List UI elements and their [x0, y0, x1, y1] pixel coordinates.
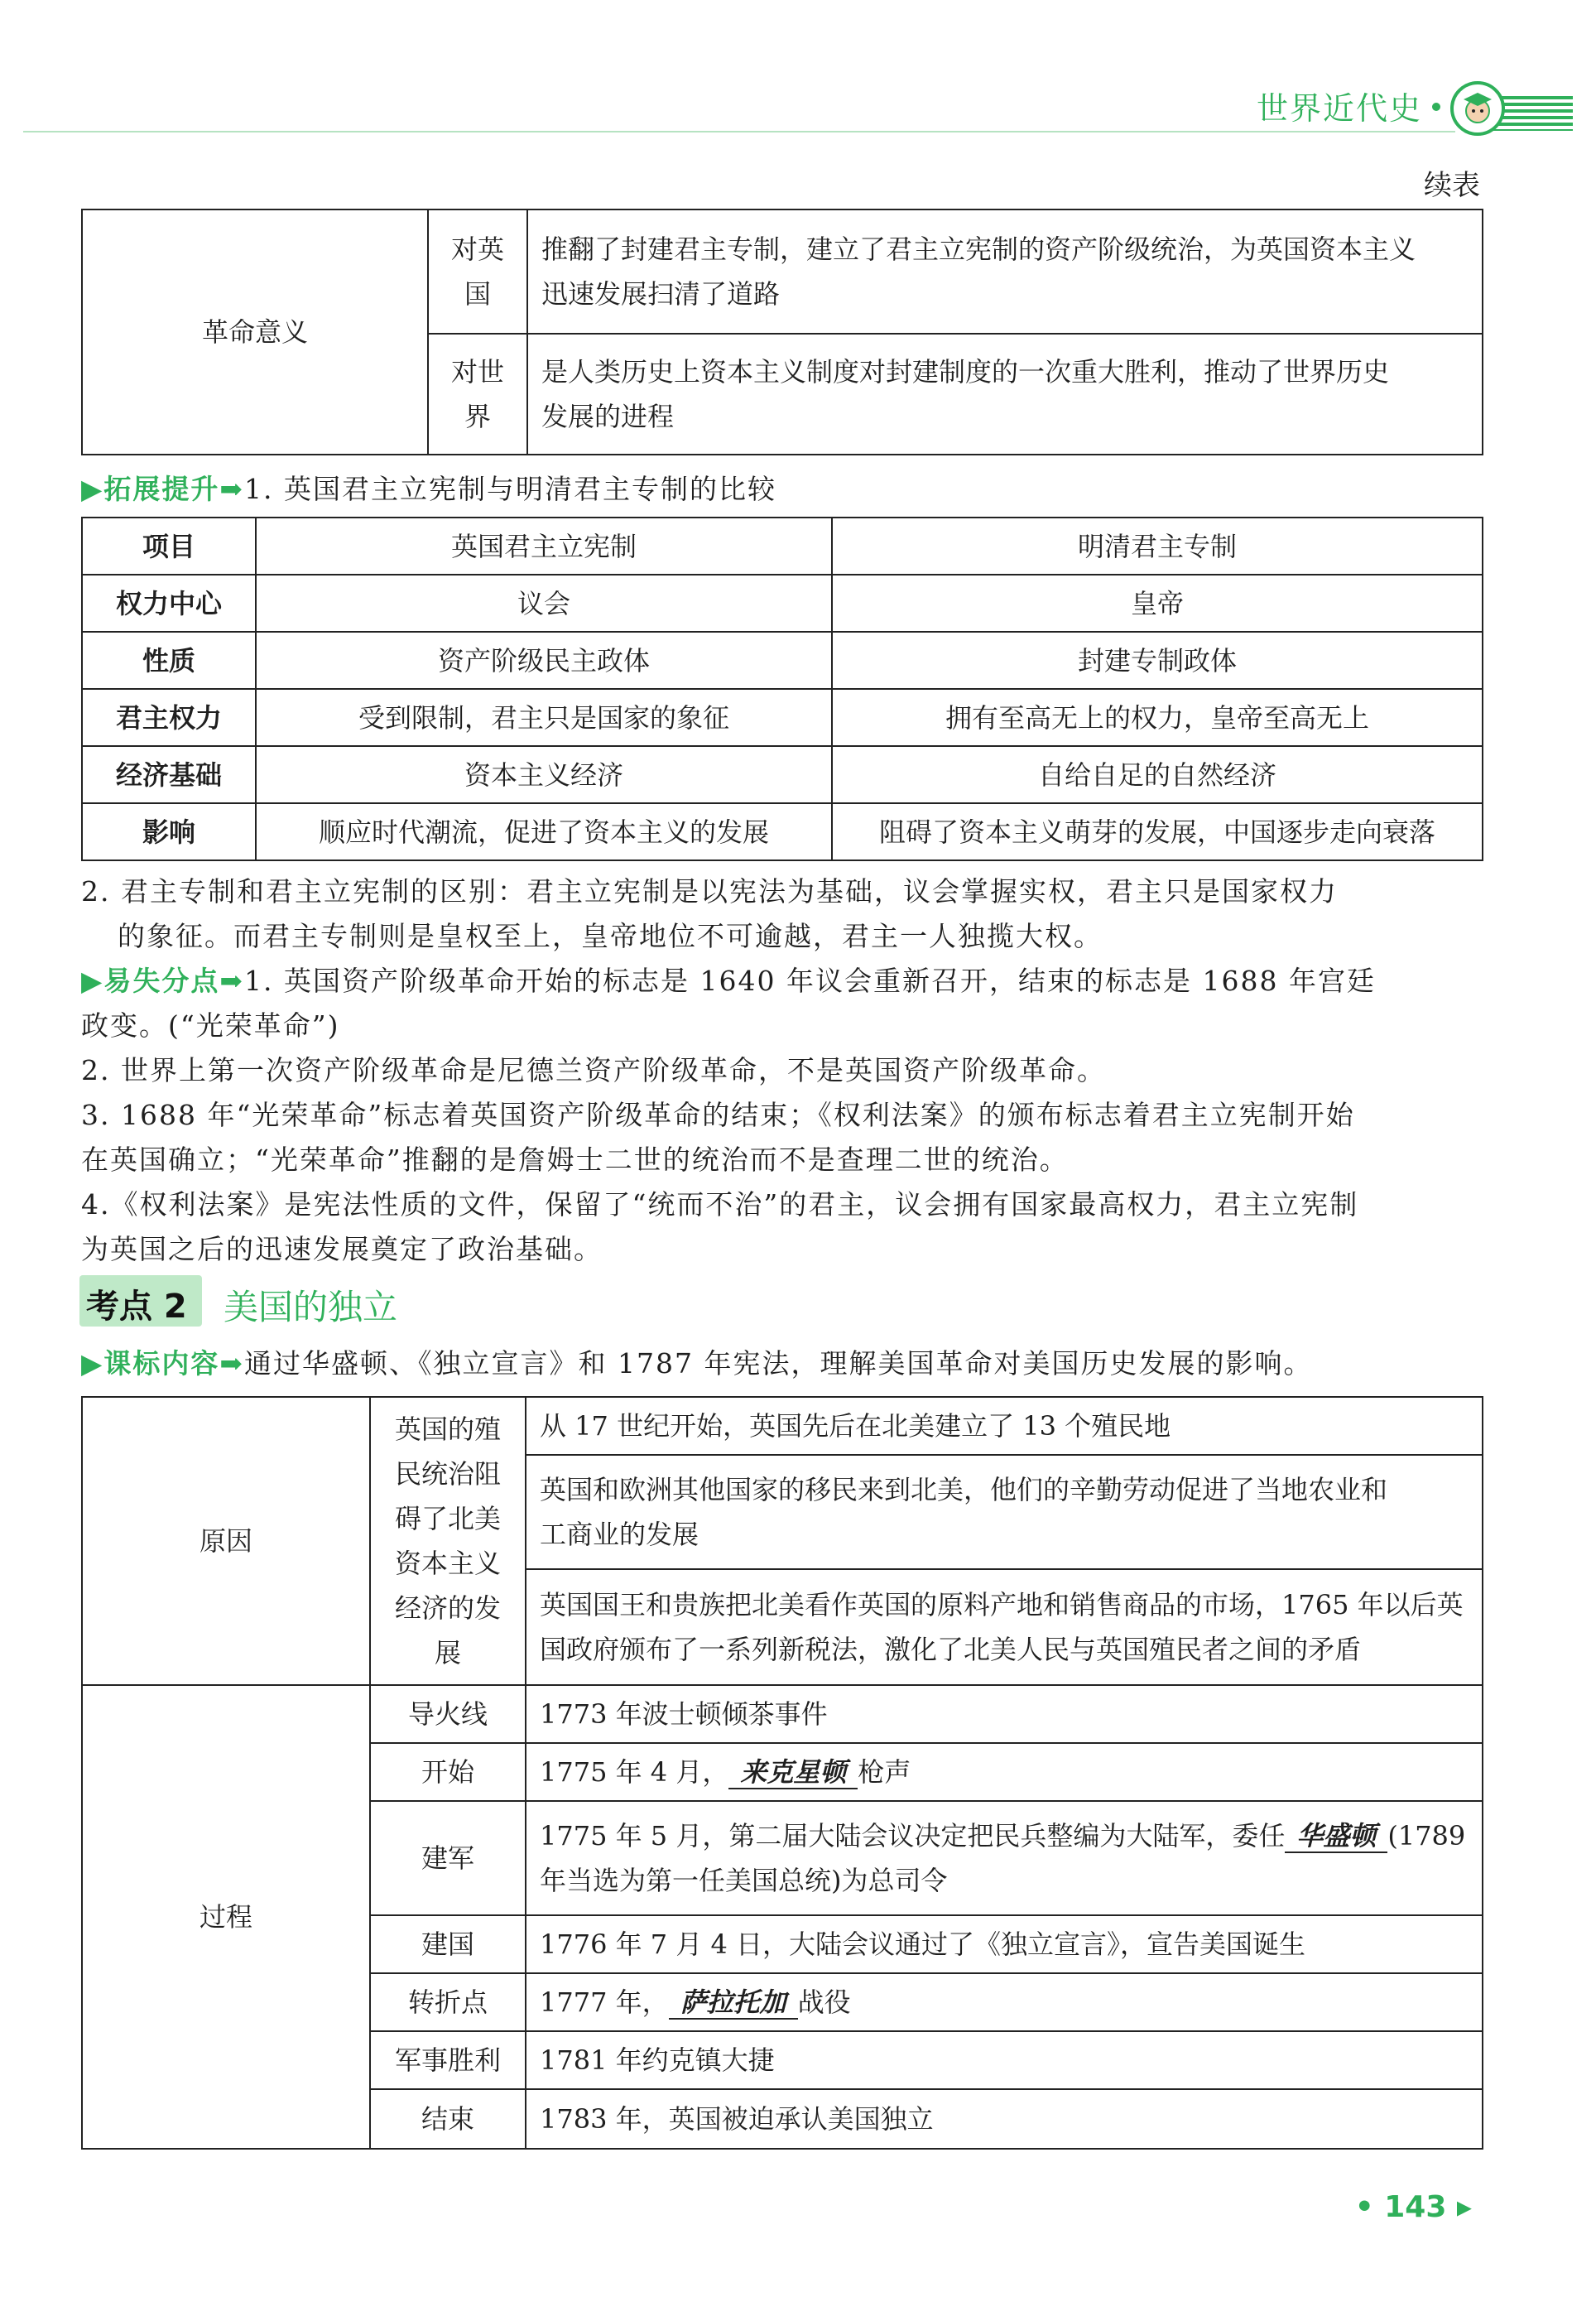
- significance-label: 革命意义: [82, 209, 428, 455]
- triangle-icon: ▶: [81, 1347, 104, 1380]
- curriculum-line: ▶课标内容➡通过华盛顿、《独立宣言》和 1787 年宪法，理解美国革命对美国历史发展的影响。: [81, 1347, 1313, 1380]
- row-label: 对英国: [428, 209, 527, 334]
- event-label: 开始: [370, 1743, 526, 1801]
- event-cell: 1783 年，英国被迫承认美国独立: [526, 2089, 1483, 2149]
- process-label: 过程: [82, 1685, 370, 2149]
- header-cell: 明清君主专制: [832, 518, 1483, 575]
- page-number: • 143 ▸: [1354, 2190, 1472, 2224]
- bullet-dot-icon: [1432, 103, 1440, 111]
- event-cell: 1776 年 7 月 4 日，大陆会议通过了《独立宣言》，宣告美国诞生: [526, 1915, 1483, 1973]
- event-label: 建国: [370, 1915, 526, 1973]
- triangle-icon: ▶: [81, 965, 104, 997]
- independence-table: [81, 1396, 1483, 2150]
- header-rule: [23, 131, 1455, 132]
- triangle-icon: ▶: [81, 473, 104, 505]
- handwritten-answer: 华盛顿: [1285, 1820, 1387, 1853]
- event-label: 军事胜利: [370, 2031, 526, 2089]
- significance-table: [81, 209, 1483, 455]
- event-label: 转折点: [370, 1973, 526, 2031]
- event-cell: 1775 年 5 月，第二届大陆会议决定把民兵整编为大陆军，委任 华盛顿 (1789 年当选为第一任美国总统)为总司令: [526, 1801, 1483, 1915]
- table-row: 君主权力 受到限制，君主只是国家的象征 拥有至高无上的权力，皇帝至高无上: [82, 689, 1483, 746]
- mistakes-section: ▶易失分点➡1. 英国资产阶级革命开始的标志是 1640 年议会重新召开，结束的标志是 1688 年宫廷 政变。(“光荣革命”) 2. 世界上第一次资产阶级革命是尼德兰资产阶级革命，不是英国资产阶级革命。 3. 1688 年“光荣革命”标志着英国资产阶级革命的结束；《权利法案》的颁布标志着君主立宪制开始 在英国确立；“光荣革命”推翻的是詹姆士二世的统治而不是查理二世的统治。 4.《权利法案》是宪法性质的文件，保留了“统而不治”的君主，议会拥有国家最高权力，君主立宪制 为英国之后的迅速发展奠定了政治基础。: [81, 965, 1376, 1265]
- arrow-icon: ➡: [219, 1347, 245, 1380]
- arrow-icon: ➡: [219, 965, 245, 997]
- comparison-table: [81, 517, 1483, 861]
- student-mascot-icon: [1450, 81, 1505, 136]
- event-label: 导火线: [370, 1685, 526, 1743]
- extension-heading: ▶拓展提升➡1. 英国君主立宪制与明清君主专制的比较: [81, 473, 777, 505]
- point-2: 2. 君主专制和君主立宪制的区别：君主立宪制是以宪法为基础，议会掌握实权，君主只是国家权力 的象征。而君主专制则是皇权至上，皇帝地位不可逾越，君主一人独揽大权。: [81, 875, 1338, 952]
- cause-cell: 英国国王和贵族把北美看作英国的原料产地和销售商品的市场，1765 年以后英 国政府颁布了一系列新税法，激化了北美人民与英国殖民者之间的矛盾: [526, 1569, 1483, 1685]
- arrow-icon: ➡: [219, 473, 245, 505]
- table-row: 权力中心 议会 皇帝: [82, 575, 1483, 632]
- table-row: 经济基础 资本主义经济 自给自足的自然经济: [82, 746, 1483, 803]
- continued-label: 续表: [1424, 169, 1480, 202]
- cause-cell: 从 17 世纪开始，英国先后在北美建立了 13 个殖民地: [526, 1397, 1483, 1455]
- cause-sub-label: 英国的殖 民统治阻 碍了北美 资本主义 经济的发展: [370, 1397, 526, 1685]
- event-cell: 1775 年 4 月， 来克星顿 枪声: [526, 1743, 1483, 1801]
- header-cell: 英国君主立宪制: [256, 518, 832, 575]
- table-row: 影响 顺应时代潮流，促进了资本主义的发展 阻碍了资本主义萌芽的发展，中国逐步走向衰落: [82, 803, 1483, 860]
- table-row: 性质 资产阶级民主政体 封建专制政体: [82, 632, 1483, 689]
- section-title: 世界近代史: [1256, 90, 1422, 127]
- row-label: 对世界: [428, 334, 527, 455]
- event-cell: 1777 年， 萨拉托加 战役: [526, 1973, 1483, 2031]
- handwritten-answer: 来克星顿: [728, 1756, 858, 1789]
- table-cell: 是人类历史上资本主义制度对封建制度的一次重大胜利，推动了世界历史 发展的进程: [527, 334, 1483, 455]
- table-cell: 推翻了封建君主专制，建立了君主立宪制的资产阶级统治，为英国资本主义 迅速发展扫清了道路: [527, 209, 1483, 334]
- header-cell: 项目: [82, 518, 256, 575]
- event-cell: 1773 年波士顿倾茶事件: [526, 1685, 1483, 1743]
- event-label: 建军: [370, 1801, 526, 1915]
- handwritten-answer: 萨拉托加: [669, 1986, 798, 2020]
- event-label: 结束: [370, 2089, 526, 2149]
- kaodian-title: 美国的独立: [224, 1287, 398, 1327]
- kaodian-label: 考点 2: [86, 1288, 187, 1326]
- event-cell: 1781 年约克镇大捷: [526, 2031, 1483, 2089]
- cause-label: 原因: [82, 1397, 370, 1685]
- cause-cell: 英国和欧洲其他国家的移民来到北美，他们的辛勤劳动促进了当地农业和 工商业的发展: [526, 1455, 1483, 1569]
